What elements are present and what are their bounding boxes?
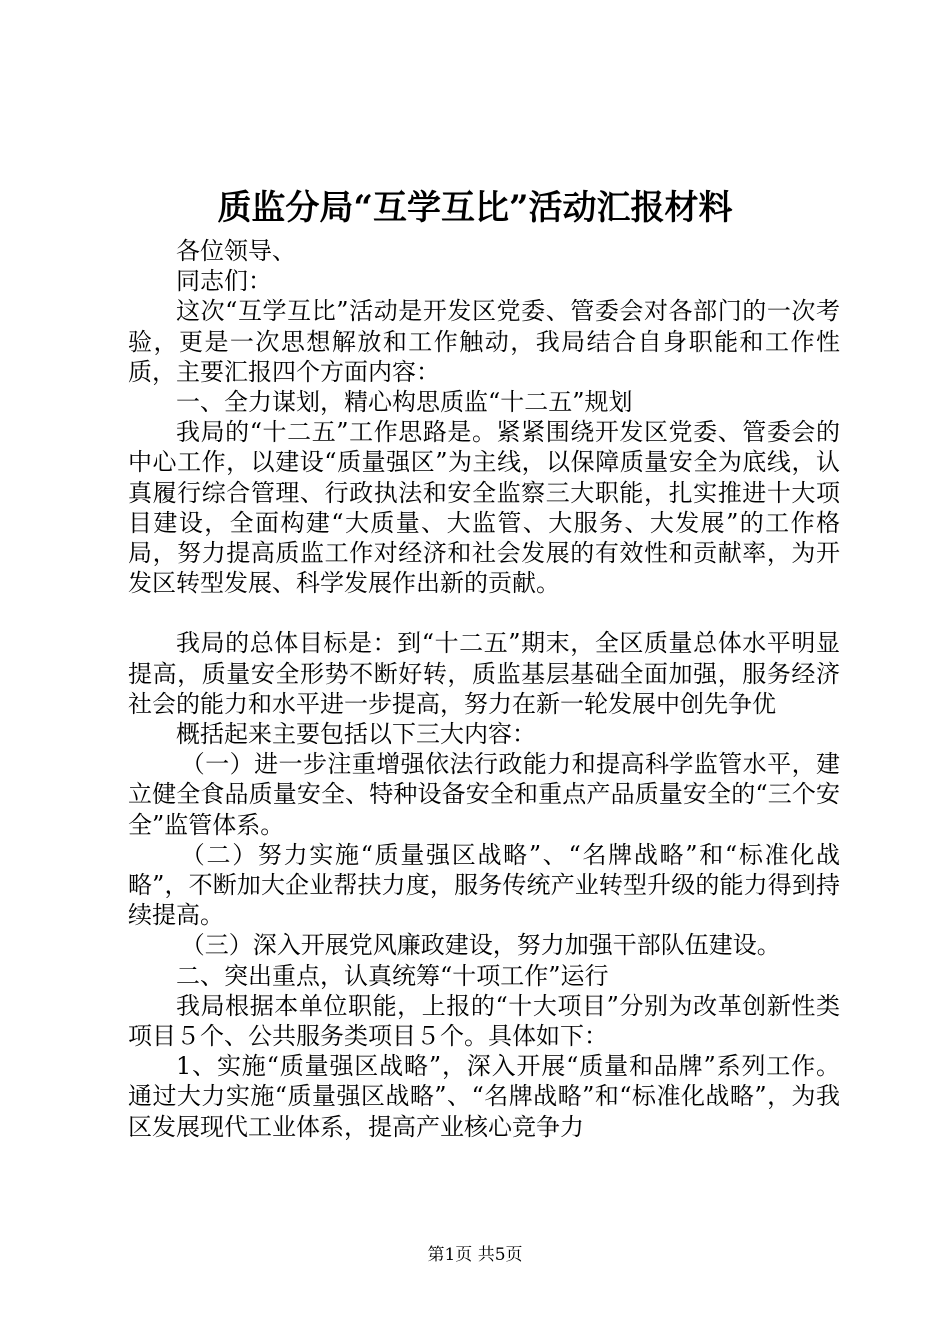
salutation-line-2: 同志们： xyxy=(176,267,272,296)
salutation-line-1: 各位领导、 xyxy=(176,237,296,265)
project-item-1: 1、实施“质量强区战略”，深入开展“质量和品牌”系列工作。通过大力实施“质量强区战略”、“名牌战略”和“标准化战略”，为我区发展现代工业体系，提高产业核心竞争力 xyxy=(128,1052,840,1141)
section-heading-2: 二、突出重点，认真统筹“十项工作”运行 xyxy=(176,961,609,990)
content-item-1: （一）进一步注重增强依法行政能力和提高科学监管水平，建立健全食品质量安全、特种设备安全和重点产品质量安全的“三个安全”监管体系。 xyxy=(128,750,840,839)
document-title: 质监分局“互学互比”活动汇报材料 xyxy=(217,188,733,228)
projects-paragraph: 我局根据本单位职能，上报的“十大项目”分别为改革创新性类项目５个、公共服务类项目５个。具体如下： xyxy=(128,991,840,1051)
work-idea-paragraph: 我局的“十二五”工作思路是。紧紧围绕开发区党委、管委会的中心工作，以建设“质量强区”为主线，以保障质量安全为底线，认真履行综合管理、行政执法和安全监察三大职能，扎实推进十大项目建设，全面构建“大质量、大监管、大服务、大发展”的工作格局，努力提高质监工作对经济和社会发展的有效性和贡献率，为开发区转型发展、科学发展作出新的贡献。 xyxy=(128,418,840,598)
content-item-3: （三）深入开展党风廉政建设，努力加强干部队伍建设。 xyxy=(180,931,781,960)
overall-goal-paragraph: 我局的总体目标是：到“十二五”期末，全区质量总体水平明显提高，质量安全形势不断好转，质监基层基础全面加强，服务经济社会的能力和水平进一步提高，努力在新一轮发展中创先争优 xyxy=(128,629,840,718)
page-number: 第1页 共5页 xyxy=(427,1245,523,1265)
paragraph-gap xyxy=(128,598,840,628)
document-body xyxy=(128,236,840,1142)
content-item-2: （二）努力实施“质量强区战略”、“名牌战略”和“标准化战略”，不断加大企业帮扶力度，服务传统产业转型升级的能力得到持续提高。 xyxy=(128,840,840,930)
section-heading-1: 一、全力谋划，精心构思质监“十二五”规划 xyxy=(176,388,633,417)
summary-intro: 概括起来主要包括以下三大内容： xyxy=(176,720,536,749)
intro-paragraph: 这次“互学互比”活动是开发区党委、管委会对各部门的一次考验，更是一次思想解放和工作触动，我局结合自身职能和工作性质，主要汇报四个方面内容： xyxy=(128,297,840,386)
